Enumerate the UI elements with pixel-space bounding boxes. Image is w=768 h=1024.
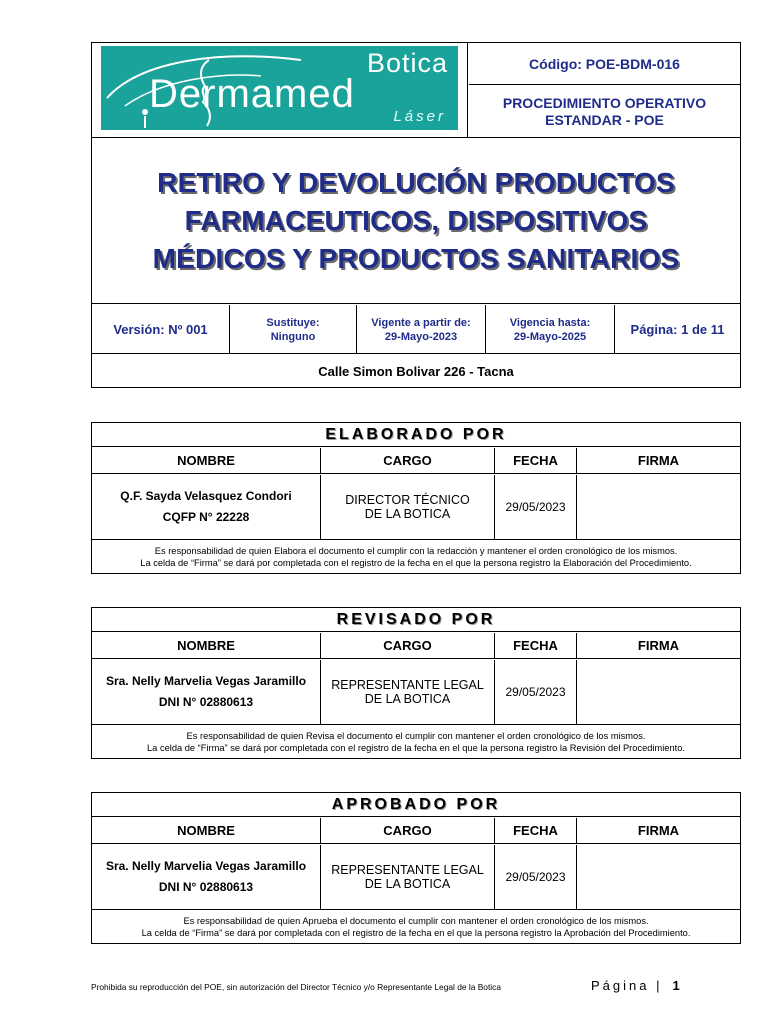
logo-text-botica: Botica bbox=[366, 48, 448, 78]
firma-cell bbox=[577, 845, 740, 909]
vigente-label: Vigente a partir de: bbox=[371, 316, 471, 329]
name-cell bbox=[92, 475, 321, 539]
note-line: Es responsabilidad de quien Revisa el documento el cumplir con mantener el orden cronológico de los mismos. bbox=[186, 730, 646, 741]
section-note bbox=[92, 726, 740, 758]
person-id: DNI N° 02880613 bbox=[158, 880, 254, 894]
sustituye-label: Sustituye: bbox=[266, 316, 320, 329]
col-firma: FIRMA bbox=[637, 823, 680, 838]
cargo-line: REPRESENTANTE LEGAL bbox=[331, 678, 484, 692]
cargo-line: DE LA BOTICA bbox=[364, 507, 451, 521]
name-cell bbox=[92, 845, 321, 909]
sustituye-value: Ninguno bbox=[270, 330, 316, 343]
person-id: DNI N° 02880613 bbox=[158, 695, 254, 709]
section-title: REVISADO POR bbox=[92, 608, 740, 632]
col-nombre: NOMBRE bbox=[92, 633, 321, 658]
section-header-row bbox=[92, 448, 740, 474]
logo-cell bbox=[92, 43, 468, 138]
section-note bbox=[92, 541, 740, 573]
cargo-cell bbox=[321, 845, 495, 909]
cargo-cell bbox=[321, 475, 495, 539]
document-type-line2: ESTANDAR - POE bbox=[545, 112, 664, 128]
col-firma: FIRMA bbox=[637, 638, 680, 653]
col-cargo: CARGO bbox=[321, 818, 495, 843]
section-title: ELABORADO POR bbox=[92, 423, 740, 447]
note-line: Es responsabilidad de quien Aprueba el documento el cumplir con mantener el orden cronológico de los mismos. bbox=[183, 915, 649, 926]
footer-page-label: Página | bbox=[591, 978, 663, 993]
cargo-line: DE LA BOTICA bbox=[364, 877, 451, 891]
note-line: La celda de “Firma” se dará por completada con el registro de la fecha en el que la persona registro la Revisión del Procedimiento. bbox=[147, 743, 685, 753]
title-line: FARMACEUTICOS, DISPOSITIVOS bbox=[184, 205, 648, 236]
section-data-row bbox=[92, 845, 740, 910]
botica-dermamed-logo bbox=[101, 46, 458, 130]
footer-notice: Prohibida su reproducción del POE, sin autorización del Director Técnico y/o Representante Legal de la Botica bbox=[91, 982, 501, 992]
person-id: CQFP N° 22228 bbox=[162, 510, 250, 524]
firma-cell bbox=[577, 475, 740, 539]
document-title bbox=[92, 139, 740, 304]
document-type-line1: PROCEDIMIENTO OPERATIVO bbox=[502, 95, 707, 111]
fecha-cell bbox=[495, 660, 577, 724]
note-line: La celda de “Firma” se dará por completada con el registro de la fecha en el que la persona registro la Aprobación del Procedimiento. bbox=[141, 928, 691, 938]
col-nombre: NOMBRE bbox=[92, 818, 321, 843]
document-header bbox=[91, 42, 741, 388]
cargo-line: REPRESENTANTE LEGAL bbox=[331, 863, 484, 877]
person-name: Q.F. Sayda Velasquez Condori bbox=[120, 489, 292, 503]
date-value: 29/05/2023 bbox=[505, 500, 566, 514]
document-meta-row bbox=[92, 305, 740, 354]
logo-text-laser: Láser bbox=[393, 108, 446, 125]
col-cargo: CARGO bbox=[321, 633, 495, 658]
vigencia-value: 29-Mayo-2025 bbox=[513, 330, 587, 343]
vigente-value: 29-Mayo-2023 bbox=[384, 330, 458, 343]
col-fecha: FECHA bbox=[495, 818, 577, 843]
elaborado-section bbox=[91, 422, 741, 574]
cargo-line: DE LA BOTICA bbox=[364, 692, 451, 706]
date-value: 29/05/2023 bbox=[505, 685, 566, 699]
section-title: APROBADO POR bbox=[92, 793, 740, 817]
date-value: 29/05/2023 bbox=[505, 870, 566, 884]
section-data-row bbox=[92, 660, 740, 725]
fecha-cell bbox=[495, 475, 577, 539]
version: Versión: Nº 001 bbox=[113, 322, 208, 337]
person-name: Sra. Nelly Marvelia Vegas Jaramillo bbox=[105, 859, 307, 873]
header-top-row bbox=[92, 43, 740, 138]
aprobado-section bbox=[91, 792, 741, 944]
logo-text-dermamed: Dermamed bbox=[149, 72, 355, 116]
vigente-desde bbox=[357, 305, 485, 354]
col-cargo: CARGO bbox=[321, 448, 495, 473]
document-code: Código: POE-BDM-016 bbox=[469, 43, 740, 85]
cargo-line: DIRECTOR TÉCNICO bbox=[345, 493, 470, 507]
cargo-cell bbox=[321, 660, 495, 724]
vigencia-hasta bbox=[486, 305, 614, 354]
fecha-cell bbox=[495, 845, 577, 909]
col-fecha: FECHA bbox=[495, 448, 577, 473]
address: Calle Simon Bolivar 226 - Tacna bbox=[318, 363, 514, 379]
title-line: MÉDICOS Y PRODUCTOS SANITARIOS bbox=[152, 243, 680, 274]
revisado-section bbox=[91, 607, 741, 759]
note-line: La celda de “Firma” se dará por completada con el registro de la fecha en el que la persona registro la Elaboración del Procedimiento. bbox=[140, 558, 692, 568]
document-type bbox=[469, 86, 740, 138]
page-count: Página: 1 de 11 bbox=[630, 322, 725, 337]
section-header-row bbox=[92, 633, 740, 659]
col-nombre: NOMBRE bbox=[92, 448, 321, 473]
title-line: RETIRO Y DEVOLUCIÓN PRODUCTOS bbox=[157, 167, 675, 198]
footer-page-number: 1 bbox=[672, 978, 680, 993]
footer-page bbox=[591, 978, 680, 993]
person-name: Sra. Nelly Marvelia Vegas Jaramillo bbox=[105, 674, 307, 688]
sustituye bbox=[230, 305, 356, 354]
section-note bbox=[92, 911, 740, 943]
col-firma: FIRMA bbox=[637, 453, 680, 468]
firma-cell bbox=[577, 660, 740, 724]
name-cell bbox=[92, 660, 321, 724]
section-header-row bbox=[92, 818, 740, 844]
note-line: Es responsabilidad de quien Elabora el documento el cumplir con la redacción y mantener el orden cronológico de los mismos. bbox=[154, 545, 678, 556]
vigencia-label: Vigencia hasta: bbox=[509, 316, 591, 329]
col-fecha: FECHA bbox=[495, 633, 577, 658]
section-data-row bbox=[92, 475, 740, 540]
